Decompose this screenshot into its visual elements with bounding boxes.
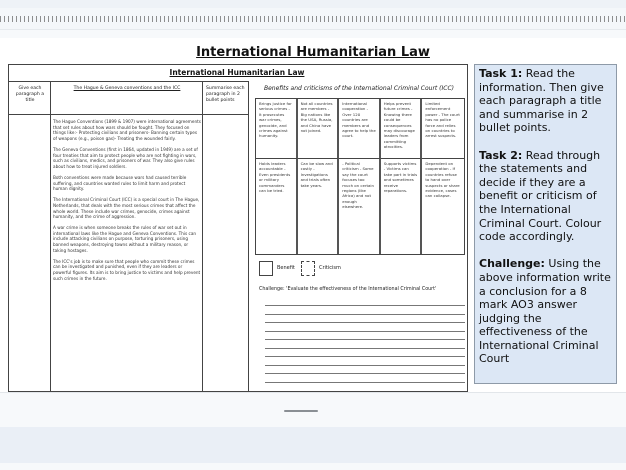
colour-legend [255, 261, 465, 277]
statement-cell: Supports victims - Victims can take part in trials and sometimes receive reparations. [381, 159, 423, 254]
statement-cell: International cooperation - Over 120 countries are members and agree to help the court. [339, 99, 381, 159]
challenge-text: Using the above information write a conclusion for a 8 mark AO3 answer judging the effectiveness of the International Criminal Court [479, 257, 611, 366]
paragraph-both: Both conventions were made because wars had caused terrible suffering, and countries wanted rules to limit harm and protect human dignity. [53, 174, 187, 192]
paragraph-war-crime: A war crime is when someone breaks the rules of war set out in international laws like the Hague and Geneva Conventions. This can include attacking civilians on purpose, torturing prisoners, using banned weapons, destroying towns without a military reason, or taking hostages. [53, 225, 197, 253]
statement-cell: Holds leaders accountable - Even presidents or military commanders can be tried. [256, 159, 298, 254]
task-instructions-box[interactable] [474, 64, 617, 384]
task-1-label: Task 1: [479, 67, 523, 80]
window-top-bar [0, 0, 626, 8]
paragraph-table [9, 81, 249, 392]
challenge-label: Challenge: [479, 257, 545, 271]
page-title: International Humanitarian Law [196, 45, 430, 60]
task-1 [479, 67, 612, 135]
task-2 [479, 149, 612, 244]
worksheet-title: International Humanitarian Law [169, 68, 305, 77]
paragraph-icc: The International Criminal Court (ICC) is a special court in The Hague, Netherlands, that deals with the most serious crimes that affect the whole world. These include war crimes, genocide, crimes against humanity, and the crime of aggression. [53, 197, 200, 220]
paragraph-icc-job: The ICC's job is to make sure that people who commit these crimes can be investigated and punished, even if they are leaders or powerful figures. Its aim is to bring justice to victims and help prevent such crimes in the future. [53, 258, 201, 281]
paragraph-hague: The Hague Conventions (1899 & 1907) were international agreements that set rules about how wars should be fought. They focused on things like:- Protecting civilians and prisoners- Banning certain types of weapons (e.g., poison gas)- Treating the wounded fairly. [53, 119, 201, 141]
statement-cell: Not all countries are members - Big nations like the USA, Russia, and China have not joined. [298, 99, 340, 159]
benefit-swatch [259, 261, 273, 276]
title-column [9, 82, 51, 392]
statement-cell: Helps prevent future crimes - Knowing there could be consequences may discourage leaders from committing atrocities. [381, 99, 423, 159]
status-strip [0, 463, 626, 470]
criticism-swatch [301, 261, 315, 276]
writing-lines [265, 305, 465, 393]
header-divider [9, 114, 249, 115]
paragraph-text [53, 119, 201, 287]
statement-cell: - Political criticism - Some say the court focuses too much on certain regions (like Africa) and not enough elsewhere. [339, 159, 381, 254]
paragraph-geneva: The Geneva Conventions (first in 1864, updated in 1949) are a set of four treaties that aim to protect people who are not fighting in wars, such as civilians, medics, and prisoners of war. They also give rules about how to treat injured soldiers. [53, 146, 198, 169]
benefit-label: Benefit [277, 265, 295, 271]
statements-grid [255, 98, 465, 255]
statement-cell: Dependent on cooperation - If countries refuse to hand over suspects or share evidence, cases can collapse. [425, 161, 460, 199]
header-title: Give each paragraph a title [15, 86, 45, 103]
ruler[interactable] [0, 8, 626, 30]
task-2-label: Task 2: [479, 148, 523, 162]
header-summarise: Summarise each paragraph in 2 bullet points [206, 86, 245, 103]
benefits-criticisms-title: Benefits and criticisms of the International Criminal Court (ICC) [263, 85, 455, 92]
ruler-ticks [0, 16, 626, 22]
challenge-prompt: Challenge: 'Evaluate the effectiveness of the International Criminal Court' [259, 287, 437, 292]
task-2-text: Read through the statements and decide if they are a benefit or criticism of the International Criminal Court. Colour code accordingly. [479, 148, 602, 244]
slide-page[interactable] [0, 38, 626, 393]
resize-handle[interactable] [284, 410, 318, 412]
notes-pane[interactable] [0, 427, 626, 463]
statement-cell: Limited enforcement power - The court has no police force and relies on countries to arrest suspects. [422, 99, 464, 159]
criticism-label: Criticism [319, 265, 341, 271]
statement-cell: Can be slow and costly - Investigations and trials often take years. [298, 159, 340, 254]
benefits-criticisms-section [251, 81, 467, 392]
worksheet-image [8, 64, 468, 392]
header-conventions: The Hague & Geneva conventions and the ICC [73, 86, 181, 91]
task-1-text: Read the information. Then give each paragraph a title and summarise in 2 bullet points. [479, 67, 604, 135]
challenge-task [479, 257, 612, 366]
statement-cell: Brings justice for serious crimes - It prosecutes war crimes, genocide, and crimes against humanity. [256, 99, 298, 159]
